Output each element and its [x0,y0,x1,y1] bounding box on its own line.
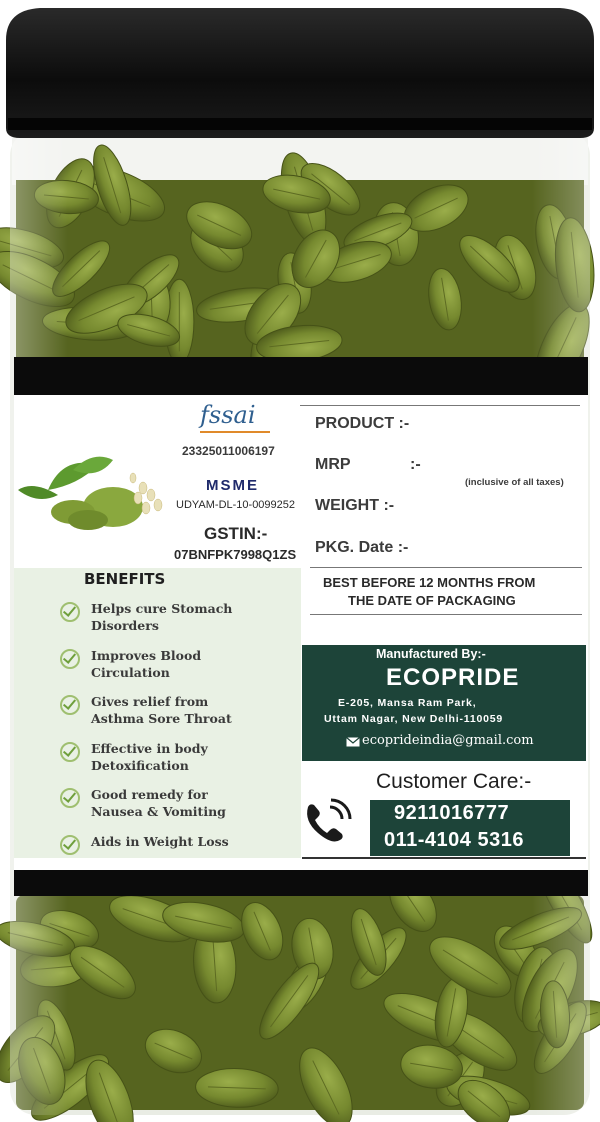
benefit-text [91,647,201,681]
benefit-item [14,647,304,687]
pkg-date-label: PKG. Date :- [315,539,409,556]
gstin-number: 07BNFPK7998Q1ZS [174,547,297,562]
benefit-line: Detoxification [91,757,189,773]
check-icon [60,602,80,622]
check-icon [60,649,80,669]
cardamom-leaves-icon [18,450,168,535]
mrp-label: MRP [315,456,351,473]
benefit-item [14,600,304,640]
benefit-text [91,693,232,727]
manufactured-by: Manufactured By:- [376,647,486,661]
product-label [14,395,588,870]
msme-logo: MSME [206,477,259,494]
benefit-line: Asthma Sore Throat [91,711,232,726]
benefit-line: Effective in body [91,740,208,756]
customer-care-title: Customer Care:- [376,770,532,793]
benefit-line: Circulation [91,664,170,680]
benefit-line: Aids in Weight Loss [91,833,229,849]
benefit-item [14,833,304,873]
address-line1: E-205, Mansa Ram Park, [338,697,477,709]
fssai-number: 23325011006197 [182,444,275,458]
best-before-line1: BEST BEFORE 12 MONTHS FROM [323,575,536,590]
fssai-underline [200,431,270,433]
benefit-text [91,740,208,774]
customer-care-rule [302,857,586,859]
check-icon [60,788,80,808]
benefit-line: Good remedy for [91,787,208,802]
phone-number-2: 011-4104 5316 [384,829,524,851]
email-text: ecoprideindia@gmail.com [362,733,534,748]
mail-icon [346,737,360,747]
details-top-rule [300,405,580,406]
check-icon [60,695,80,715]
mrp-separator: :- [410,456,421,473]
phone-number-1: 9211016777 [394,802,510,824]
udyam-number: UDYAM-DL-10-0099252 [176,499,296,511]
benefit-text [91,786,226,820]
fssai-logo: fssai [200,401,256,429]
weight-label: WEIGHT :- [315,497,395,514]
benefits-title: BENEFITS [84,570,166,588]
product-label-text: PRODUCT :- [315,415,410,432]
benefit-item [14,693,304,733]
check-icon [60,742,80,762]
benefit-line: Improves Blood [91,647,202,663]
benefit-text [91,600,232,634]
benefit-line: Helps cure Stomach [91,601,233,616]
company-name: ECOPRIDE [386,664,520,691]
best-before-line2: THE DATE OF PACKAGING [348,593,516,608]
benefit-line: Gives relief from [91,694,209,709]
benefit-line: Nausea & Vomiting [91,804,226,819]
benefits-panel [14,568,301,858]
details-mid-rule [310,567,582,568]
benefit-item [14,740,304,780]
tax-note: (inclusive of all taxes) [465,477,564,488]
gstin-title: GSTIN:- [204,524,268,543]
phone-box [370,800,570,856]
manufacturer-panel [302,645,586,761]
benefit-item [14,786,304,826]
phone-icon [300,797,356,845]
details-bottom-rule [310,614,582,615]
check-icon [60,835,80,855]
benefit-text [91,833,229,850]
label-top-band [14,357,588,395]
address-line2: Uttam Nagar, New Delhi-110059 [324,713,504,725]
benefit-line: Disorders [91,618,159,633]
